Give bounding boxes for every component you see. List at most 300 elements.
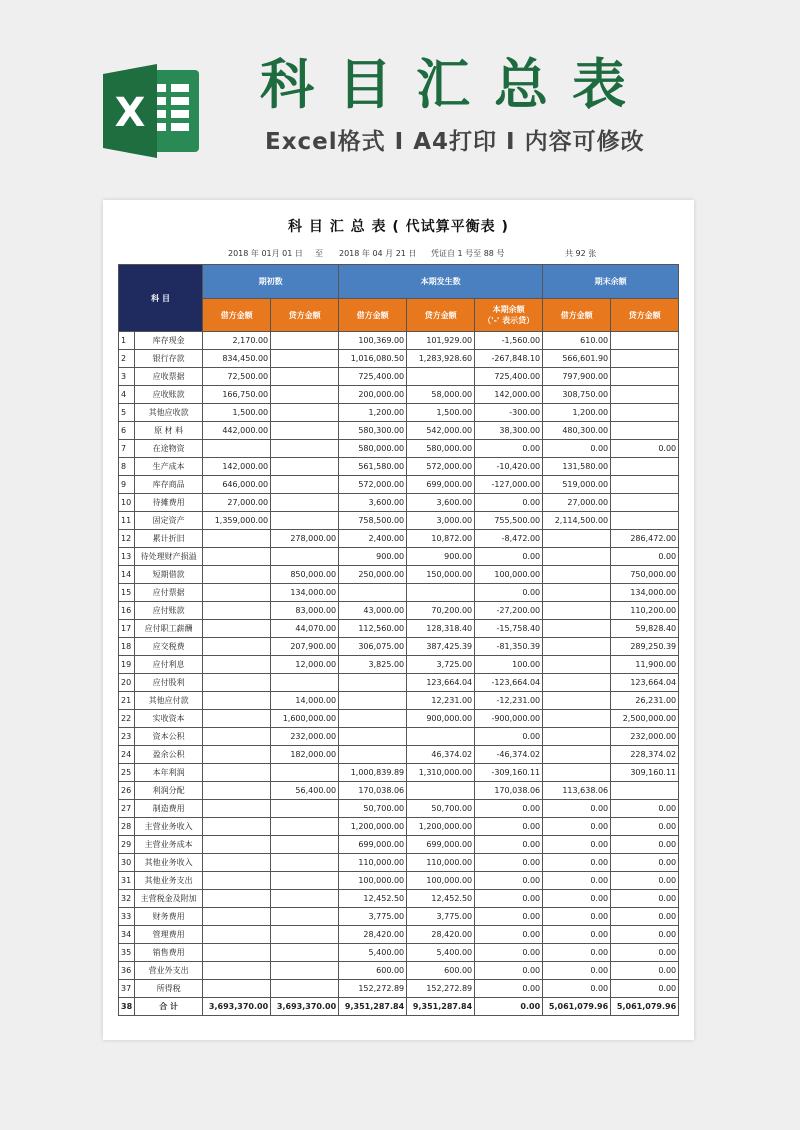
- current-balance-cell: 0.00: [475, 890, 543, 908]
- subject-name-cell: 主营业务收入: [135, 818, 203, 836]
- closing-credit-cell: 232,000.00: [611, 728, 679, 746]
- opening-credit-cell: [271, 440, 339, 458]
- closing-credit-cell: 0.00: [611, 440, 679, 458]
- current-credit-cell: 10,872.00: [407, 530, 475, 548]
- current-credit-cell: 3,725.00: [407, 656, 475, 674]
- current-credit-cell: 152,272.89: [407, 980, 475, 998]
- meta-separator: 至: [315, 249, 323, 258]
- closing-debit-cell: 1,200.00: [543, 404, 611, 422]
- table-row: [119, 836, 679, 854]
- current-credit-cell: 572,000.00: [407, 458, 475, 476]
- closing-debit-cell: 0.00: [543, 818, 611, 836]
- table-row: [119, 620, 679, 638]
- current-balance-cell: 0.00: [475, 494, 543, 512]
- table-row: [119, 764, 679, 782]
- table-row: [119, 584, 679, 602]
- opening-credit-cell: [271, 368, 339, 386]
- closing-credit-cell: 750,000.00: [611, 566, 679, 584]
- current-balance-cell: -8,472.00: [475, 530, 543, 548]
- closing-debit-cell: [543, 710, 611, 728]
- row-number-cell: 11: [119, 512, 135, 530]
- opening-debit-cell: 1,500.00: [203, 404, 271, 422]
- subject-name-cell: 实收资本: [135, 710, 203, 728]
- subject-name-cell: 盈余公积: [135, 746, 203, 764]
- table-row: [119, 674, 679, 692]
- opening-credit-cell: [271, 350, 339, 368]
- table-row: [119, 350, 679, 368]
- closing-credit-cell: [611, 458, 679, 476]
- subject-name-cell: 库存现金: [135, 332, 203, 350]
- current-debit-cell: 758,500.00: [339, 512, 407, 530]
- subject-name-cell: 管理费用: [135, 926, 203, 944]
- current-credit-cell: 150,000.00: [407, 566, 475, 584]
- current-credit-cell: 387,425.39: [407, 638, 475, 656]
- meta-voucher-range: 凭证自 1 号至 88 号: [431, 249, 505, 258]
- opening-credit-cell: [271, 674, 339, 692]
- opening-debit-cell: [203, 638, 271, 656]
- current-credit-cell: 101,929.00: [407, 332, 475, 350]
- row-number-cell: 18: [119, 638, 135, 656]
- row-number-cell: 35: [119, 944, 135, 962]
- row-number-cell: 7: [119, 440, 135, 458]
- meta-date-from: 2018 年 01月 01 日: [228, 249, 303, 258]
- row-number-cell: 38: [119, 998, 135, 1016]
- current-debit-cell: 100,000.00: [339, 872, 407, 890]
- opening-credit-cell: [271, 476, 339, 494]
- table-row: [119, 872, 679, 890]
- closing-debit-cell: 0.00: [543, 890, 611, 908]
- current-balance-cell: -27,200.00: [475, 602, 543, 620]
- current-balance-cell: 0.00: [475, 836, 543, 854]
- current-credit-cell: [407, 782, 475, 800]
- banner-subtitle: Excel格式 I A4打印 I 内容可修改: [265, 129, 645, 155]
- opening-debit-cell: 3,693,370.00: [203, 998, 271, 1016]
- closing-debit-cell: [543, 692, 611, 710]
- spreadsheet-page: [103, 200, 694, 1040]
- subject-name-cell: 待处理财产损溢: [135, 548, 203, 566]
- table-row: [119, 440, 679, 458]
- row-number-cell: 24: [119, 746, 135, 764]
- opening-credit-cell: 44,070.00: [271, 620, 339, 638]
- row-number-cell: 29: [119, 836, 135, 854]
- opening-debit-cell: [203, 710, 271, 728]
- current-balance-cell: -81,350.39: [475, 638, 543, 656]
- banner: [0, 0, 800, 200]
- closing-credit-cell: 286,472.00: [611, 530, 679, 548]
- opening-credit-cell: [271, 854, 339, 872]
- current-balance-cell: 0.00: [475, 440, 543, 458]
- table-row: [119, 368, 679, 386]
- table-row: [119, 422, 679, 440]
- current-debit-cell: 3,825.00: [339, 656, 407, 674]
- subject-name-cell: 待摊费用: [135, 494, 203, 512]
- table-row: [119, 908, 679, 926]
- opening-debit-cell: 142,000.00: [203, 458, 271, 476]
- closing-debit-cell: 131,580.00: [543, 458, 611, 476]
- row-number-cell: 25: [119, 764, 135, 782]
- table-row: [119, 548, 679, 566]
- subject-name-cell: 应付利息: [135, 656, 203, 674]
- closing-debit-cell: [543, 746, 611, 764]
- closing-debit-cell: [543, 656, 611, 674]
- table-row: [119, 944, 679, 962]
- subject-name-cell: 应付账款: [135, 602, 203, 620]
- current-balance-cell: 100.00: [475, 656, 543, 674]
- table-row: [119, 800, 679, 818]
- table-row: [119, 530, 679, 548]
- subject-name-cell: 主营业务成本: [135, 836, 203, 854]
- row-number-cell: 3: [119, 368, 135, 386]
- row-number-cell: 10: [119, 494, 135, 512]
- subject-name-cell: 利润分配: [135, 782, 203, 800]
- closing-debit-cell: 0.00: [543, 836, 611, 854]
- row-number-cell: 6: [119, 422, 135, 440]
- closing-debit-cell: 0.00: [543, 872, 611, 890]
- closing-debit-cell: [543, 728, 611, 746]
- header-closing-debit: 借方金额: [543, 299, 611, 332]
- table-row: [119, 512, 679, 530]
- subject-name-cell: 其他业务收入: [135, 854, 203, 872]
- opening-credit-cell: 182,000.00: [271, 746, 339, 764]
- opening-credit-cell: 83,000.00: [271, 602, 339, 620]
- current-debit-cell: [339, 746, 407, 764]
- closing-debit-cell: [543, 530, 611, 548]
- current-balance-cell: 0.00: [475, 584, 543, 602]
- current-balance-cell: 170,038.06: [475, 782, 543, 800]
- closing-credit-cell: 0.00: [611, 962, 679, 980]
- opening-credit-cell: 12,000.00: [271, 656, 339, 674]
- current-debit-cell: 1,200.00: [339, 404, 407, 422]
- closing-debit-cell: [543, 584, 611, 602]
- closing-credit-cell: 309,160.11: [611, 764, 679, 782]
- row-number-cell: 17: [119, 620, 135, 638]
- opening-debit-cell: [203, 692, 271, 710]
- opening-debit-cell: [203, 548, 271, 566]
- opening-credit-cell: [271, 386, 339, 404]
- opening-credit-cell: [271, 458, 339, 476]
- current-debit-cell: 2,400.00: [339, 530, 407, 548]
- opening-debit-cell: 834,450.00: [203, 350, 271, 368]
- closing-debit-cell: 0.00: [543, 962, 611, 980]
- closing-credit-cell: 0.00: [611, 980, 679, 998]
- closing-debit-cell: 480,300.00: [543, 422, 611, 440]
- row-number-cell: 5: [119, 404, 135, 422]
- subject-name-cell: 生产成本: [135, 458, 203, 476]
- current-debit-cell: 572,000.00: [339, 476, 407, 494]
- opening-credit-cell: [271, 818, 339, 836]
- table-row: [119, 854, 679, 872]
- opening-debit-cell: [203, 656, 271, 674]
- current-balance-cell: 0.00: [475, 944, 543, 962]
- table-row: [119, 890, 679, 908]
- current-balance-cell: 0.00: [475, 962, 543, 980]
- current-credit-cell: 600.00: [407, 962, 475, 980]
- closing-credit-cell: 289,250.39: [611, 638, 679, 656]
- closing-debit-cell: 610.00: [543, 332, 611, 350]
- row-number-cell: 37: [119, 980, 135, 998]
- closing-credit-cell: [611, 512, 679, 530]
- current-balance-cell: -900,000.00: [475, 710, 543, 728]
- opening-credit-cell: 3,693,370.00: [271, 998, 339, 1016]
- header-closing: 期末余额: [543, 265, 679, 299]
- current-credit-cell: [407, 728, 475, 746]
- current-debit-cell: 100,369.00: [339, 332, 407, 350]
- opening-credit-cell: [271, 332, 339, 350]
- row-number-cell: 12: [119, 530, 135, 548]
- opening-debit-cell: 27,000.00: [203, 494, 271, 512]
- current-debit-cell: 699,000.00: [339, 836, 407, 854]
- subject-name-cell: 合 计: [135, 998, 203, 1016]
- table-row: [119, 476, 679, 494]
- subject-name-cell: 制造费用: [135, 800, 203, 818]
- closing-debit-cell: 0.00: [543, 440, 611, 458]
- current-credit-cell: 58,000.00: [407, 386, 475, 404]
- current-balance-cell: 0.00: [475, 728, 543, 746]
- current-balance-cell: 0.00: [475, 908, 543, 926]
- current-balance-cell: 0.00: [475, 800, 543, 818]
- subject-name-cell: 在途物资: [135, 440, 203, 458]
- opening-debit-cell: [203, 584, 271, 602]
- row-number-cell: 8: [119, 458, 135, 476]
- closing-credit-cell: [611, 404, 679, 422]
- current-debit-cell: [339, 674, 407, 692]
- closing-debit-cell: 797,900.00: [543, 368, 611, 386]
- opening-debit-cell: [203, 890, 271, 908]
- subject-name-cell: 其他业务支出: [135, 872, 203, 890]
- closing-credit-cell: 0.00: [611, 908, 679, 926]
- opening-debit-cell: [203, 800, 271, 818]
- subject-name-cell: 原 材 料: [135, 422, 203, 440]
- closing-debit-cell: 113,638.06: [543, 782, 611, 800]
- closing-credit-cell: 123,664.04: [611, 674, 679, 692]
- opening-debit-cell: [203, 836, 271, 854]
- current-balance-cell: 0.00: [475, 548, 543, 566]
- current-credit-cell: 1,500.00: [407, 404, 475, 422]
- opening-credit-cell: 232,000.00: [271, 728, 339, 746]
- current-credit-cell: 1,283,928.60: [407, 350, 475, 368]
- header-opening-debit: 借方金额: [203, 299, 271, 332]
- current-credit-cell: 3,000.00: [407, 512, 475, 530]
- closing-credit-cell: 11,900.00: [611, 656, 679, 674]
- closing-credit-cell: 2,500,000.00: [611, 710, 679, 728]
- current-credit-cell: 699,000.00: [407, 836, 475, 854]
- current-balance-cell: -10,420.00: [475, 458, 543, 476]
- opening-credit-cell: [271, 512, 339, 530]
- current-debit-cell: 200,000.00: [339, 386, 407, 404]
- current-debit-cell: [339, 584, 407, 602]
- current-debit-cell: 152,272.89: [339, 980, 407, 998]
- current-balance-cell: -12,231.00: [475, 692, 543, 710]
- opening-debit-cell: [203, 854, 271, 872]
- subject-name-cell: 累计折旧: [135, 530, 203, 548]
- row-number-cell: 34: [119, 926, 135, 944]
- opening-debit-cell: [203, 620, 271, 638]
- opening-debit-cell: 1,359,000.00: [203, 512, 271, 530]
- current-credit-cell: 9,351,287.84: [407, 998, 475, 1016]
- current-credit-cell: 50,700.00: [407, 800, 475, 818]
- closing-debit-cell: 0.00: [543, 800, 611, 818]
- current-credit-cell: 100,000.00: [407, 872, 475, 890]
- opening-debit-cell: [203, 926, 271, 944]
- row-number-cell: 36: [119, 962, 135, 980]
- opening-debit-cell: [203, 764, 271, 782]
- opening-credit-cell: [271, 980, 339, 998]
- table-row: [119, 926, 679, 944]
- current-debit-cell: 600.00: [339, 962, 407, 980]
- opening-credit-cell: [271, 800, 339, 818]
- current-balance-cell: 0.00: [475, 818, 543, 836]
- subject-name-cell: 应付职工薪酬: [135, 620, 203, 638]
- row-number-cell: 16: [119, 602, 135, 620]
- closing-debit-cell: 308,750.00: [543, 386, 611, 404]
- header-current-balance: [475, 299, 543, 332]
- current-debit-cell: [339, 728, 407, 746]
- current-balance-cell: -123,664.04: [475, 674, 543, 692]
- opening-credit-cell: [271, 422, 339, 440]
- opening-credit-cell: 850,000.00: [271, 566, 339, 584]
- opening-credit-cell: [271, 494, 339, 512]
- opening-credit-cell: [271, 890, 339, 908]
- table-row: [119, 980, 679, 998]
- opening-credit-cell: [271, 764, 339, 782]
- current-debit-cell: 580,000.00: [339, 440, 407, 458]
- table-row: [119, 494, 679, 512]
- subject-name-cell: 所得税: [135, 980, 203, 998]
- current-credit-cell: 3,600.00: [407, 494, 475, 512]
- current-debit-cell: [339, 692, 407, 710]
- opening-credit-cell: 207,900.00: [271, 638, 339, 656]
- row-number-cell: 23: [119, 728, 135, 746]
- current-credit-cell: 900,000.00: [407, 710, 475, 728]
- current-debit-cell: 50,700.00: [339, 800, 407, 818]
- current-debit-cell: 561,580.00: [339, 458, 407, 476]
- table-row: [119, 782, 679, 800]
- subject-name-cell: 应付票据: [135, 584, 203, 602]
- opening-debit-cell: 166,750.00: [203, 386, 271, 404]
- opening-credit-cell: 56,400.00: [271, 782, 339, 800]
- subject-name-cell: 库存商品: [135, 476, 203, 494]
- current-credit-cell: 70,200.00: [407, 602, 475, 620]
- closing-credit-cell: 0.00: [611, 872, 679, 890]
- current-credit-cell: 46,374.02: [407, 746, 475, 764]
- current-credit-cell: 12,452.50: [407, 890, 475, 908]
- current-debit-cell: 306,075.00: [339, 638, 407, 656]
- current-debit-cell: 1,016,080.50: [339, 350, 407, 368]
- current-balance-cell: 0.00: [475, 980, 543, 998]
- current-balance-cell: 0.00: [475, 872, 543, 890]
- subject-name-cell: 应收票据: [135, 368, 203, 386]
- opening-debit-cell: [203, 944, 271, 962]
- opening-credit-cell: [271, 944, 339, 962]
- current-debit-cell: 9,351,287.84: [339, 998, 407, 1016]
- closing-credit-cell: 110,200.00: [611, 602, 679, 620]
- opening-debit-cell: [203, 980, 271, 998]
- opening-debit-cell: [203, 746, 271, 764]
- row-number-cell: 2: [119, 350, 135, 368]
- current-credit-cell: 542,000.00: [407, 422, 475, 440]
- table-row: [119, 638, 679, 656]
- current-debit-cell: 900.00: [339, 548, 407, 566]
- opening-debit-cell: [203, 440, 271, 458]
- closing-debit-cell: [543, 602, 611, 620]
- opening-credit-cell: [271, 836, 339, 854]
- current-debit-cell: 110,000.00: [339, 854, 407, 872]
- current-credit-cell: 900.00: [407, 548, 475, 566]
- opening-debit-cell: [203, 962, 271, 980]
- current-debit-cell: 250,000.00: [339, 566, 407, 584]
- header-current-debit: 借方金额: [339, 299, 407, 332]
- closing-debit-cell: 0.00: [543, 854, 611, 872]
- table-body: [119, 332, 679, 1016]
- subject-name-cell: 其他应收款: [135, 404, 203, 422]
- row-number-cell: 26: [119, 782, 135, 800]
- current-credit-cell: 699,000.00: [407, 476, 475, 494]
- closing-credit-cell: 0.00: [611, 818, 679, 836]
- row-number-cell: 9: [119, 476, 135, 494]
- row-number-cell: 33: [119, 908, 135, 926]
- row-number-cell: 22: [119, 710, 135, 728]
- subject-name-cell: 资本公积: [135, 728, 203, 746]
- current-credit-cell: 1,200,000.00: [407, 818, 475, 836]
- closing-credit-cell: [611, 422, 679, 440]
- meta-total-count: 共 92 张: [565, 249, 597, 258]
- subject-name-cell: 固定资产: [135, 512, 203, 530]
- current-debit-cell: 3,775.00: [339, 908, 407, 926]
- closing-debit-cell: 5,061,079.96: [543, 998, 611, 1016]
- closing-debit-cell: 2,114,500.00: [543, 512, 611, 530]
- current-balance-cell: -15,758.40: [475, 620, 543, 638]
- closing-debit-cell: 27,000.00: [543, 494, 611, 512]
- opening-debit-cell: [203, 908, 271, 926]
- header-opening-credit: 贷方金额: [271, 299, 339, 332]
- closing-credit-cell: 0.00: [611, 944, 679, 962]
- current-credit-cell: 5,400.00: [407, 944, 475, 962]
- closing-credit-cell: 0.00: [611, 548, 679, 566]
- subject-name-cell: 应付股利: [135, 674, 203, 692]
- current-balance-cell: 0.00: [475, 854, 543, 872]
- subject-name-cell: 主营税金及附加: [135, 890, 203, 908]
- closing-debit-cell: 0.00: [543, 908, 611, 926]
- header-current-balance-line2: （'-' 表示贷）: [483, 316, 535, 325]
- row-number-cell: 21: [119, 692, 135, 710]
- subject-name-cell: 应交税费: [135, 638, 203, 656]
- closing-debit-cell: [543, 548, 611, 566]
- row-number-cell: 1: [119, 332, 135, 350]
- current-debit-cell: [339, 710, 407, 728]
- current-credit-cell: 3,775.00: [407, 908, 475, 926]
- closing-debit-cell: [543, 638, 611, 656]
- opening-debit-cell: [203, 602, 271, 620]
- table-row: [119, 692, 679, 710]
- current-balance-cell: 0.00: [475, 998, 543, 1016]
- current-balance-cell: -1,560.00: [475, 332, 543, 350]
- closing-debit-cell: [543, 566, 611, 584]
- opening-debit-cell: 646,000.00: [203, 476, 271, 494]
- closing-credit-cell: [611, 368, 679, 386]
- current-debit-cell: 580,300.00: [339, 422, 407, 440]
- table-row: [119, 332, 679, 350]
- closing-debit-cell: 0.00: [543, 980, 611, 998]
- current-credit-cell: 1,310,000.00: [407, 764, 475, 782]
- opening-debit-cell: [203, 818, 271, 836]
- excel-logo-icon: [101, 60, 201, 162]
- closing-debit-cell: 519,000.00: [543, 476, 611, 494]
- subject-name-cell: 营业外支出: [135, 962, 203, 980]
- row-number-cell: 15: [119, 584, 135, 602]
- opening-credit-cell: [271, 404, 339, 422]
- table-row: [119, 710, 679, 728]
- summary-table: [118, 264, 679, 1016]
